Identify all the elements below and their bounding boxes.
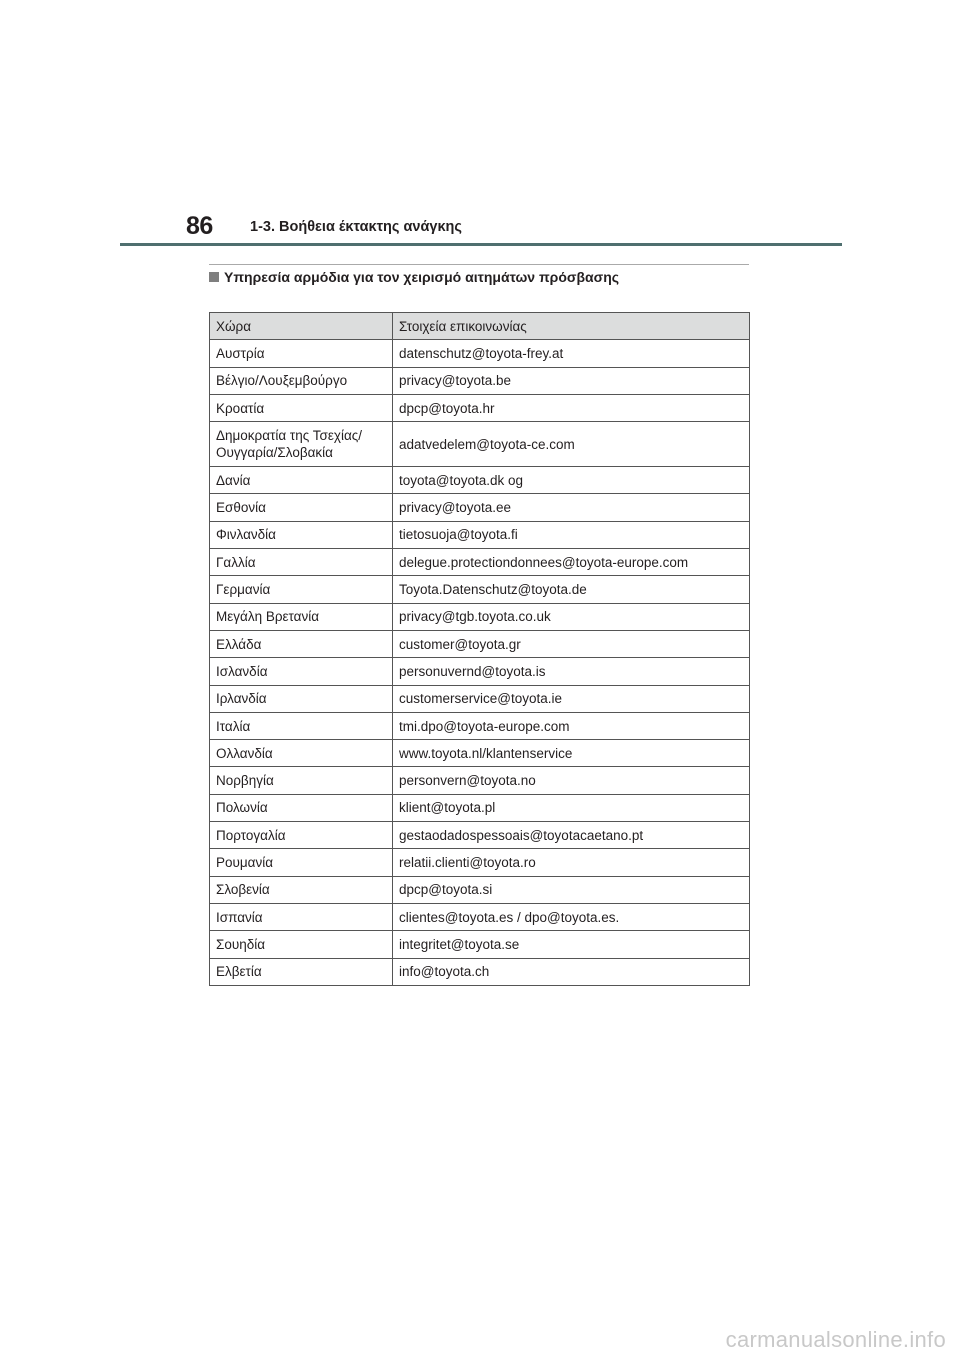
table-row	[210, 685, 750, 712]
country-cell: Πολωνία	[210, 794, 393, 821]
contact-cell: integritet@toyota.se	[393, 931, 750, 958]
contact-cell: relatii.clienti@toyota.ro	[393, 849, 750, 876]
table-row	[210, 340, 750, 367]
contact-cell: customerservice@toyota.ie	[393, 685, 750, 712]
contact-cell: clientes@toyota.es / dpo@toyota.es.	[393, 903, 750, 930]
contact-cell: personuvernd@toyota.is	[393, 658, 750, 685]
contact-cell: gestaodadospessoais@toyotacaetano.pt	[393, 822, 750, 849]
section-title: 1-3. Βοήθεια έκτακτης ανάγκης	[250, 219, 462, 235]
contact-cell: privacy@tgb.toyota.co.uk	[393, 603, 750, 630]
country-cell: Φινλανδία	[210, 521, 393, 548]
contact-cell: privacy@toyota.be	[393, 367, 750, 394]
contact-cell: delegue.protectiondonnees@toyota-europe.com	[393, 549, 750, 576]
country-cell: Ολλανδία	[210, 740, 393, 767]
country-cell-line: Ουγγαρία/Σλοβακία	[216, 445, 333, 461]
contact-cell: Toyota.Datenschutz@toyota.de	[393, 576, 750, 603]
country-cell: Κροατία	[210, 394, 393, 421]
country-cell: Ιρλανδία	[210, 685, 393, 712]
contact-cell: info@toyota.ch	[393, 958, 750, 985]
contact-cell: customer@toyota.gr	[393, 630, 750, 657]
country-cell: Σουηδία	[210, 931, 393, 958]
country-cell: Ιταλία	[210, 712, 393, 739]
header-rule	[120, 243, 842, 246]
contacts-table	[209, 312, 750, 986]
country-cell: Πορτογαλία	[210, 822, 393, 849]
subsection-rule	[209, 264, 749, 265]
table-row	[210, 630, 750, 657]
table-row	[210, 740, 750, 767]
country-cell: Γερμανία	[210, 576, 393, 603]
column-header-contact: Στοιχεία επικοινωνίας	[393, 313, 750, 340]
country-cell: Βέλγιο/Λουξεμβούργο	[210, 367, 393, 394]
table-row	[210, 549, 750, 576]
page-number: 86	[186, 212, 213, 240]
country-cell: Ελλάδα	[210, 630, 393, 657]
table-row	[210, 467, 750, 494]
country-cell: Μεγάλη Βρετανία	[210, 603, 393, 630]
table-header-row	[210, 313, 750, 340]
table-row	[210, 367, 750, 394]
country-cell: Ρουμανία	[210, 849, 393, 876]
table-row	[210, 794, 750, 821]
subsection-heading	[209, 269, 619, 285]
contact-cell: klient@toyota.pl	[393, 794, 750, 821]
contact-cell: tmi.dpo@toyota-europe.com	[393, 712, 750, 739]
table-row	[210, 494, 750, 521]
country-cell: Εσθονία	[210, 494, 393, 521]
table-row	[210, 658, 750, 685]
country-cell: Ισλανδία	[210, 658, 393, 685]
table-row	[210, 876, 750, 903]
contact-cell: personvern@toyota.no	[393, 767, 750, 794]
contact-cell: privacy@toyota.ee	[393, 494, 750, 521]
country-cell	[210, 422, 393, 467]
table-row	[210, 394, 750, 421]
table-row	[210, 521, 750, 548]
country-cell: Ελβετία	[210, 958, 393, 985]
country-cell: Αυστρία	[210, 340, 393, 367]
country-cell: Γαλλία	[210, 549, 393, 576]
table-row	[210, 767, 750, 794]
contact-cell: tietosuoja@toyota.fi	[393, 521, 750, 548]
contact-cell: toyota@toyota.dk og	[393, 467, 750, 494]
table-row	[210, 849, 750, 876]
table-row	[210, 931, 750, 958]
table-row	[210, 822, 750, 849]
table-row	[210, 603, 750, 630]
country-cell: Νορβηγία	[210, 767, 393, 794]
table-row	[210, 903, 750, 930]
watermark: carmanualsonline.info	[725, 1327, 946, 1352]
country-cell: Δανία	[210, 467, 393, 494]
contact-cell: www.toyota.nl/klantenservice	[393, 740, 750, 767]
table-row	[210, 576, 750, 603]
contact-cell: dpcp@toyota.hr	[393, 394, 750, 421]
contact-cell: adatvedelem@toyota-ce.com	[393, 422, 750, 467]
country-cell: Ισπανία	[210, 903, 393, 930]
contact-cell: datenschutz@toyota-frey.at	[393, 340, 750, 367]
subsection-title: Υπηρεσία αρμόδια για τον χειρισμό αιτημάτων πρόσβασης	[224, 269, 620, 285]
table-row	[210, 712, 750, 739]
column-header-country: Χώρα	[210, 313, 393, 340]
table-row	[210, 422, 750, 467]
contact-cell: dpcp@toyota.si	[393, 876, 750, 903]
country-cell: Σλοβενία	[210, 876, 393, 903]
country-cell-line: Δημοκρατία της Τσεχίας/	[216, 428, 363, 444]
table-row	[210, 958, 750, 985]
square-bullet-icon	[209, 272, 219, 282]
